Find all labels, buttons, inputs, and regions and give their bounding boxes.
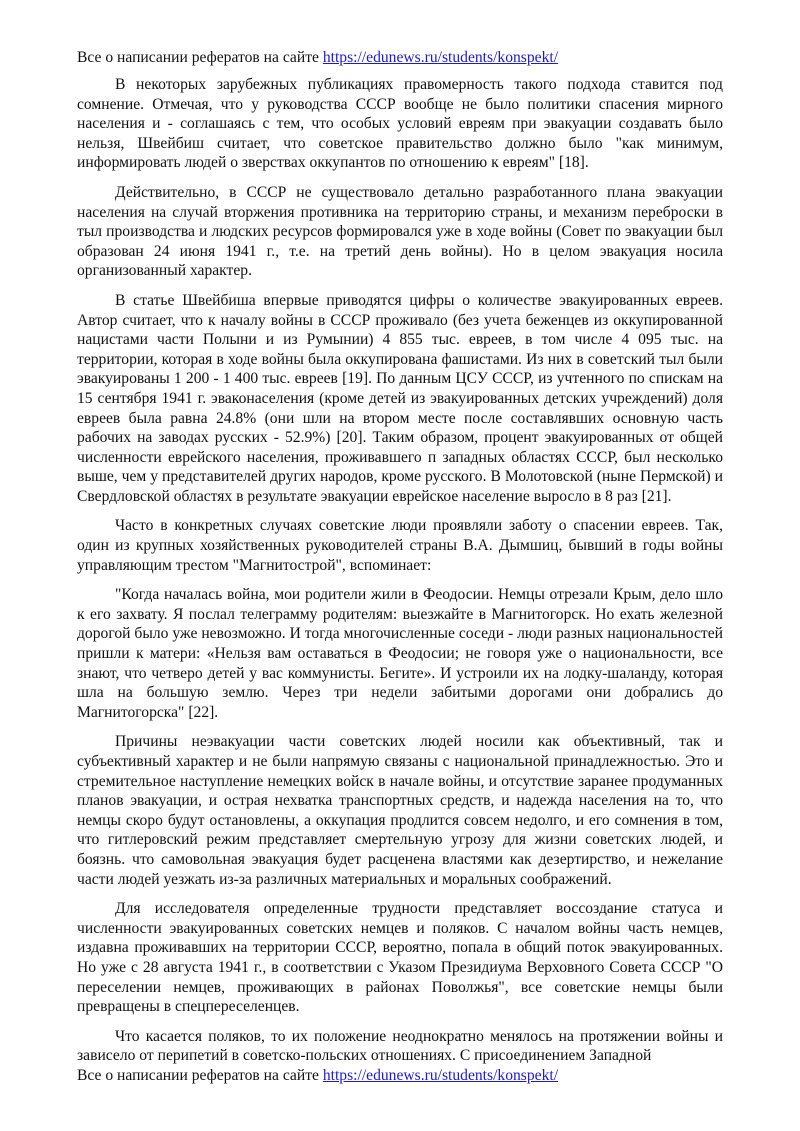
footer-link[interactable]: https://edunews.ru/students/konspekt/ — [322, 1067, 559, 1084]
paragraph-8: Что касается поляков, то их положение неоднократно менялось на протяжении войны и зависело от перипетий в советско-польских отношениях. С присоединением Западной — [77, 1027, 723, 1065]
paragraph-2: Действительно, в СССР не существовало детально разработанного плана эвакуации населения на случай вторжения противника на территорию страны, и механизм переброски в тыл производства и людских ресурсов формировался уже в ходе войны (Совет по эвакуации был образован 24 июня 1941 г., т.е. на третий день войны). Но в целом эвакуация носила организованный характер. — [77, 183, 723, 280]
header-text: Все о написании рефератов на сайте — [77, 49, 323, 66]
paragraph-6: Причины неэвакуации части советских людей носили как объективный, так и субъективный характер и не были напрямую связаны с национальной принадлежностью. Это и стремительное наступление немецких войск в начале войны, и отсутствие заранее продуманных планов эвакуации, и острая нехватка транспортных средств, и надежда населения на то, что немцы скоро будут остановлены, а оккупация продлится совсем недолго, и его сомнения в том, что гитлеровский режим представляет смертельную угрозу для жизни советских людей, и боязнь. что самовольная эвакуация будет расценена властями как дезертирство, и нежелание части людей уезжать из-за различных материальных и моральных соображений. — [77, 733, 723, 888]
header-link[interactable]: https://edunews.ru/students/konspekt/ — [322, 49, 559, 66]
page-header — [77, 48, 558, 68]
paragraph-4: Часто в конкретных случаях советские люди проявляли заботу о спасении евреев. Так, один из крупных хозяйственных руководителей страны В.А. Дымшиц, бывший в годы войны управляющим трестом "Магнитострой", вспоминает: — [77, 517, 723, 574]
paragraph-7: Для исследователя определенные трудности представляет воссоздание статуса и численности эвакуированных советских немцев и поляков. С началом войны часть немцев, издавна проживавших на территории СССР, вероятно, попала в общий поток эвакуированных. Но уже с 28 августа 1941 г., в соответствии с Указом Президиума Верховного Совета СССР "О переселении немцев, проживающих в районах Поволжья", все советские немцы были превращены в спецпереселенцев. — [77, 900, 723, 1016]
page-footer — [77, 1066, 558, 1086]
quote-paragraph: "Когда началась война, мои родители жили в Феодосии. Немцы отрезали Крым, дело шло к его захвату. Я послал телеграмму родителям: выезжайте в Магнитогорск. Но ехать железной дорогой было уже невозможно. И тогда многочисленные соседи - люди разных национальностей пришли к матери: «Нельзя вам оставаться в Феодосии; не говоря уже о национальности, все знают, что четверо детей у вас коммунисты. Бегите». И устроили их на лодку-шаланду, которая шла на большую землю. Через три недели забитыми дорогами они добрались до Магнитогорска" [22]. — [77, 586, 723, 721]
paragraph-3: В статье Швейбиша впервые приводятся цифры о количестве эвакуированных евреев. Автор считает, что к началу войны в СССР проживало (без учета беженцев из оккупированной нацистами части Полыни и из Румынии) 4 855 тыс. евреев, в том числе 4 095 тыс. на территории, которая в ходе войны была оккупирована фашистами. Из них в советский тыл были эвакуированы 1 200 - 1 400 тыс. евреев [19]. По данным ЦСУ СССР, из учтенного по спискам на 15 сентября 1941 г. эваконаселения (кроме детей из эвакуированных детских учреждений) доля евреев была равна 24.8% (они шли на втором месте после составлявших основную часть рабочих на заводах русских - 52.9%) [20]. Таким образом, процент эвакуированных от общей численности еврейского населения, проживавшего п западных областях СССР, был несколько выше, чем у представителей других народов, кроме русского. В Молотовской (ныне Пермской) и Свердловской областях в результате эвакуации еврейское население выросло в 8 раз [21]. — [77, 291, 723, 505]
document-body — [77, 75, 723, 1076]
footer-text: Все о написании рефератов на сайте — [77, 1067, 323, 1084]
paragraph-1: В некоторых зарубежных публикациях правомерность такого подхода ставится под сомнение. Отмечая, что у руководства СССР вообще не было политики спасения мирного населения и - соглашаясь с тем, что особых условий евреям при эвакуации создавать было нельзя, Швейбиш считает, что советское правительство должно было "как минимум, информировать людей о зверствах оккупантов по отношению к евреям" [18]. — [77, 76, 723, 172]
